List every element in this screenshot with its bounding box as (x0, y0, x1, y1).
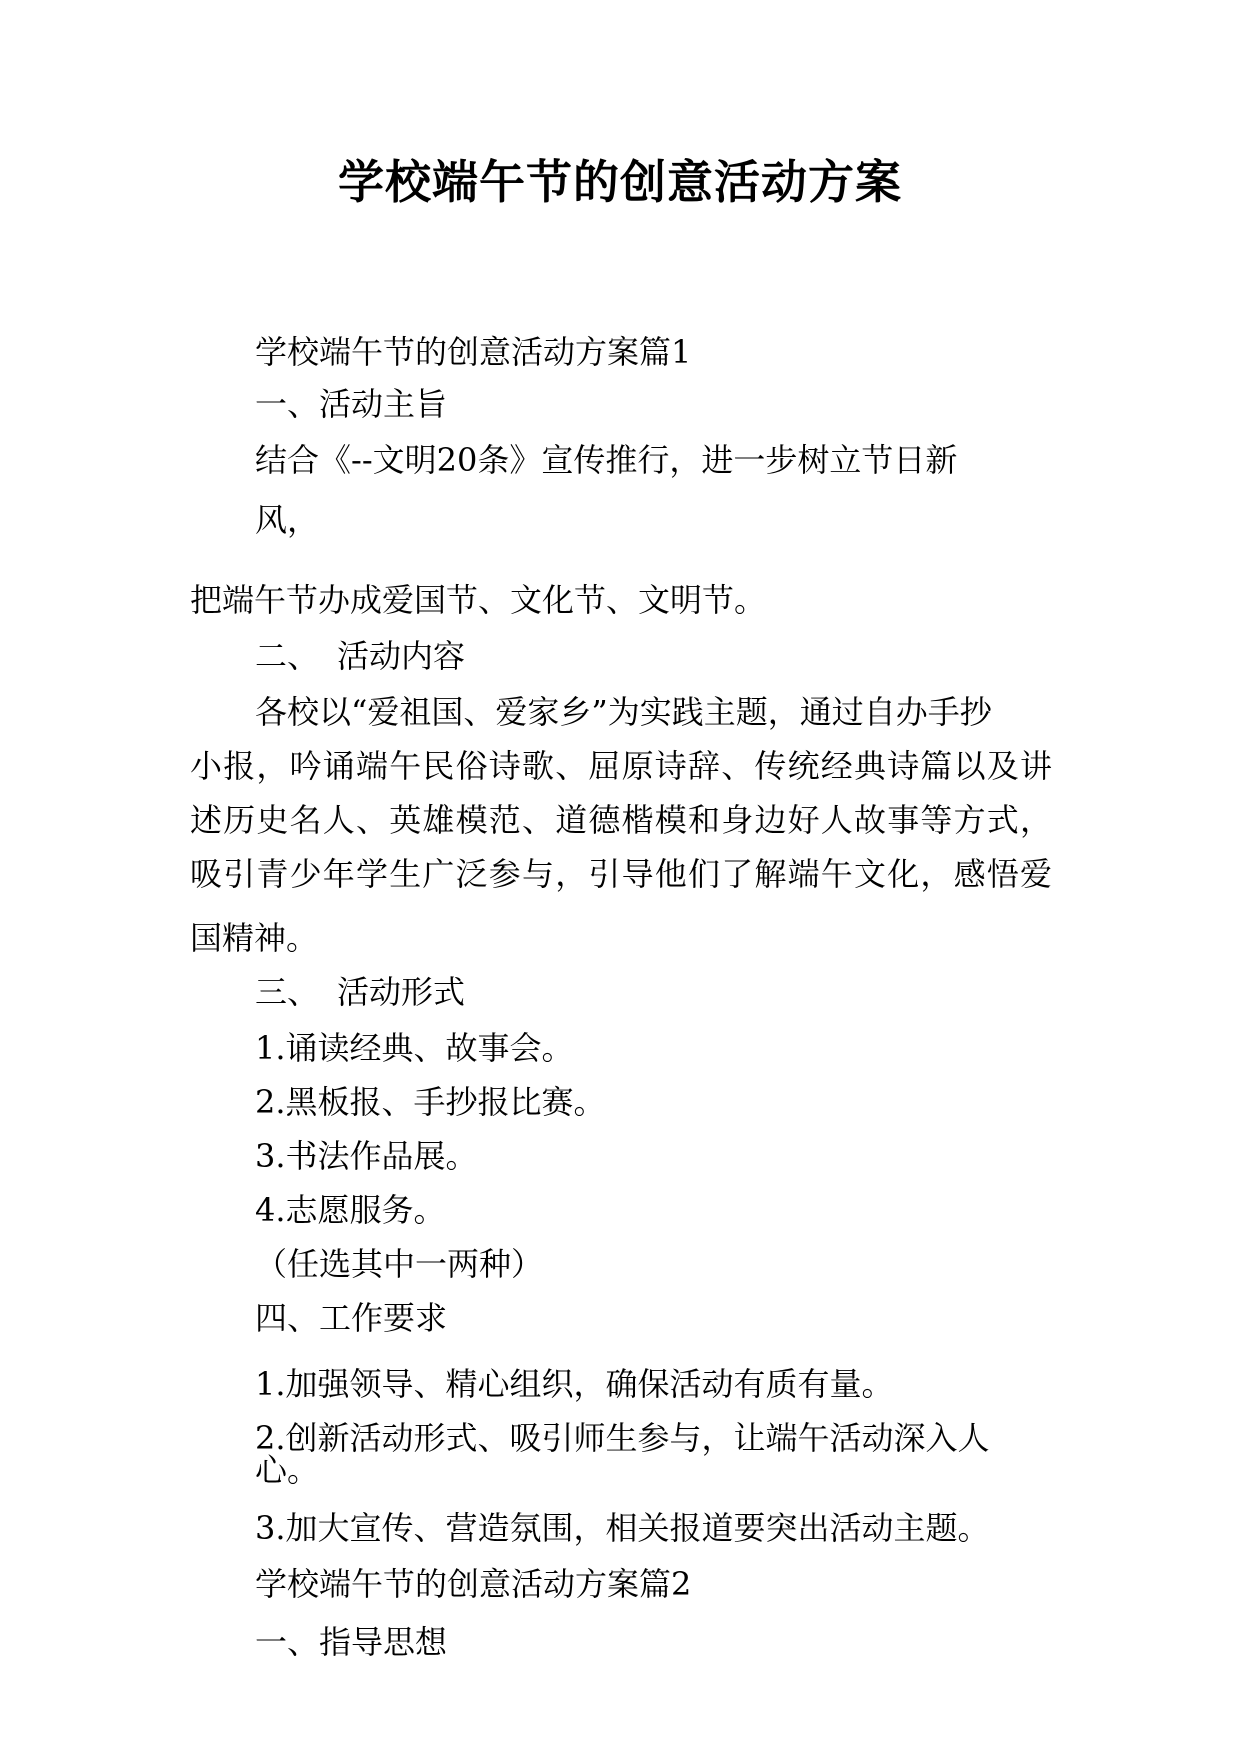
section2-paragraph-line: 各校以“爱祖国、爱家乡”为实践主题，通过自办手抄 (255, 693, 992, 731)
section2-paragraph-line: 小报，吟诵端午民俗诗歌、屈原诗辞、传统经典诗篇以及讲 (190, 747, 1054, 785)
document-title: 学校端午节的创意活动方案 (338, 155, 902, 209)
section4-list-item: 2.创新活动形式、吸引师生参与，让端午活动深入人 (255, 1419, 990, 1457)
section4-list-item: 1.加强领导、精心组织，确保活动有质有量。 (255, 1365, 894, 1403)
section1-heading: 一、活动主旨 (255, 385, 448, 423)
section3-list-item: 1.诵读经典、故事会。 (255, 1029, 574, 1067)
section1-paragraph-line: 风， (255, 501, 320, 539)
section2-paragraph-line: 吸引青少年学生广泛参与，引导他们了解端午文化，感悟爱 (190, 855, 1054, 893)
section3-note: （任选其中一两种） (255, 1245, 544, 1283)
section1-paragraph-line: 结合《--文明20条》宣传推行，进一步树立节日新 (255, 441, 958, 479)
section2-paragraph-line: 国精神。 (190, 919, 319, 957)
section3-list-item: 2.黑板报、手抄报比赛。 (255, 1083, 606, 1121)
section2-paragraph-line: 述历史名人、英雄模范、道德楷模和身边好人故事等方式， (190, 801, 1054, 839)
section3-list-item: 3.书法作品展。 (255, 1137, 478, 1175)
section3-heading (255, 972, 465, 1012)
section2-number: 二、 (255, 637, 320, 675)
section4-list-item-continued: 心。 (255, 1451, 320, 1489)
section4-list-item: 3.加大宣传、营造氛围，相关报道要突出活动主题。 (255, 1509, 990, 1547)
section3-list-item: 4.志愿服务。 (255, 1191, 446, 1229)
section1-paragraph-line: 把端午节办成爱国节、文化节、文明节。 (190, 581, 767, 619)
part2-section1-heading: 一、指导思想 (255, 1623, 448, 1661)
section3-title: 活动形式 (337, 973, 466, 1011)
section4-heading: 四、工作要求 (255, 1299, 448, 1337)
section2-heading (255, 636, 465, 676)
part1-heading: 学校端午节的创意活动方案篇1 (255, 333, 692, 371)
part2-heading: 学校端午节的创意活动方案篇2 (255, 1565, 692, 1603)
section2-title: 活动内容 (337, 637, 466, 675)
section3-number: 三、 (255, 973, 320, 1011)
